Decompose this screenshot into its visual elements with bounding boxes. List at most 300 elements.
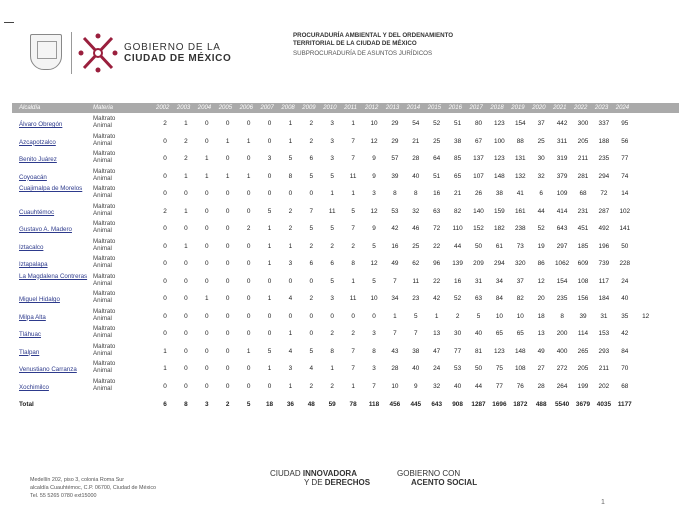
- cell-value: 3: [267, 155, 272, 162]
- total-value: 6: [163, 401, 167, 408]
- cell-value: 272: [556, 365, 568, 372]
- cell-value: 39: [579, 312, 587, 320]
- cell-value: 0: [351, 312, 355, 320]
- cell-value: 64: [433, 155, 441, 162]
- header-year: 2009: [302, 105, 316, 111]
- cell-value: 0: [205, 382, 209, 390]
- cell-value: 77: [621, 155, 629, 162]
- cell-value: 5: [288, 155, 293, 162]
- cell-value: 0: [246, 190, 251, 197]
- cell-value: 1: [351, 382, 355, 390]
- cell-value: 1: [288, 120, 293, 127]
- cell-value: 40: [621, 295, 629, 302]
- cell-value: 5: [330, 277, 334, 285]
- alcaldia-name[interactable]: La Magdalena Contreras: [19, 272, 88, 280]
- cell-value: 185: [577, 242, 589, 250]
- cell-value: 85: [454, 155, 462, 162]
- cell-value: 4: [288, 295, 293, 302]
- alcaldia-name[interactable]: Azcapotzalco: [19, 138, 56, 146]
- cell-value: 100: [494, 137, 505, 145]
- cell-value: 40: [412, 365, 420, 372]
- cell-value: 1: [267, 365, 272, 372]
- cell-value: 2: [309, 295, 314, 302]
- cell-value: 32: [433, 382, 441, 390]
- cell-value: 10: [495, 312, 503, 320]
- cell-value: 10: [370, 120, 378, 127]
- table-row: [12, 376, 679, 394]
- header-year: 2018: [490, 105, 504, 111]
- cell-value: 238: [514, 225, 526, 232]
- total-value: 1177: [617, 401, 632, 408]
- cell-value: 8: [288, 172, 293, 180]
- table-header: [12, 103, 679, 113]
- cell-value: 67: [474, 137, 483, 145]
- slogan-innovadora: [270, 469, 370, 487]
- cell-value: 0: [225, 365, 230, 372]
- alcaldia-name[interactable]: Cuajimalpa de Morelos: [19, 185, 83, 192]
- cell-value: 108: [577, 277, 589, 285]
- total-value: 1872: [513, 401, 528, 408]
- header-year: 2004: [197, 105, 212, 111]
- total-value: 8: [184, 401, 188, 408]
- coat-of-arms-icon: [30, 34, 62, 70]
- cell-value: 5: [351, 207, 355, 215]
- cell-value: 5: [330, 172, 334, 180]
- cell-value: 0: [246, 277, 251, 285]
- slogan1-part-c: Y DE: [304, 478, 325, 487]
- cell-value: 0: [163, 225, 167, 232]
- cell-value: 196: [598, 242, 610, 250]
- cell-value: 11: [412, 277, 420, 285]
- cell-value: 0: [246, 120, 251, 127]
- total-value: 3679: [575, 401, 591, 408]
- cell-value: 6: [309, 155, 314, 162]
- cell-value: 3: [288, 260, 293, 267]
- cell-value: 35: [621, 312, 629, 320]
- cell-value: 12: [370, 137, 378, 145]
- cell-value: 0: [309, 277, 314, 285]
- alcaldia-name[interactable]: Miguel Hidalgo: [19, 296, 60, 303]
- materia-label: Maltrato Animal: [93, 237, 116, 252]
- cell-value: 319: [556, 155, 568, 162]
- cell-value: 0: [246, 155, 251, 162]
- cell-value: 7: [414, 330, 418, 337]
- cell-value: 1: [246, 137, 251, 145]
- cell-value: 81: [474, 347, 483, 355]
- header-year: 2015: [427, 105, 442, 111]
- cell-value: 52: [433, 120, 441, 127]
- header-divider: [71, 32, 72, 74]
- cell-value: 141: [619, 225, 631, 232]
- materia-label: Maltrato Animal: [93, 255, 116, 269]
- total-value: 5540: [554, 401, 570, 408]
- cell-value: 75: [495, 365, 503, 372]
- cell-value: 0: [205, 242, 209, 250]
- cell-value: 131: [514, 155, 526, 162]
- cell-value: 0: [225, 155, 230, 162]
- cell-value: 27: [537, 365, 545, 372]
- cell-value: 293: [598, 347, 610, 355]
- cell-value: 80: [474, 120, 483, 127]
- alcaldia-name[interactable]: Benito Juárez: [19, 156, 57, 163]
- cell-value: 0: [372, 312, 376, 320]
- cell-value: 1: [351, 120, 355, 127]
- address-line-3: Tel. 55 5265 0780 ext15000: [30, 493, 97, 499]
- header-year: 2019: [511, 105, 525, 111]
- materia-label: Maltrato Animal: [93, 325, 116, 339]
- materia-label: Maltrato Animal: [93, 377, 116, 392]
- cell-value: 1: [225, 172, 230, 180]
- cell-value: 0: [184, 225, 188, 232]
- cell-value: 7: [351, 225, 355, 232]
- cell-value: 50: [474, 242, 483, 250]
- cell-value: 148: [494, 172, 505, 180]
- cell-value: 8: [414, 190, 418, 197]
- cell-value: 37: [516, 277, 524, 285]
- cell-value: 137: [473, 155, 484, 162]
- cell-value: 0: [330, 312, 334, 320]
- cell-value: 8: [351, 260, 355, 267]
- cell-value: 1: [267, 260, 272, 267]
- cell-value: 739: [598, 260, 610, 267]
- alcaldia-name[interactable]: Venustiano Carranza: [19, 366, 77, 373]
- cell-value: 0: [163, 330, 167, 337]
- cell-value: 1: [288, 330, 293, 337]
- cell-value: 0: [225, 330, 230, 337]
- cell-value: 320: [514, 260, 526, 267]
- cell-value: 5: [330, 225, 334, 232]
- alcaldia-name[interactable]: Tláhuac: [19, 331, 42, 338]
- cell-value: 199: [577, 382, 589, 390]
- cell-value: 0: [163, 242, 167, 250]
- cell-value: 57: [391, 155, 399, 162]
- government-name: [124, 42, 231, 64]
- cell-value: 451: [577, 225, 589, 232]
- cell-value: 294: [598, 172, 610, 180]
- cell-value: 1: [351, 190, 355, 197]
- cell-value: 65: [454, 172, 462, 180]
- cell-value: 1: [163, 365, 167, 372]
- cell-value: 1: [225, 137, 230, 145]
- cell-value: 228: [619, 260, 631, 267]
- cell-value: 281: [577, 172, 589, 180]
- cell-value: 1: [184, 120, 188, 127]
- cell-value: 0: [267, 190, 272, 197]
- cell-value: 40: [412, 172, 420, 180]
- cell-value: 29: [391, 120, 399, 127]
- cell-value: 72: [433, 225, 441, 232]
- cell-value: 2: [330, 382, 334, 390]
- cell-value: 2: [246, 225, 251, 232]
- total-value: 4035: [596, 401, 611, 408]
- alcaldia-name[interactable]: Iztacalco: [19, 243, 44, 251]
- cell-value: 1: [184, 207, 188, 215]
- cell-value: 109: [556, 190, 568, 197]
- alcaldia-name[interactable]: Xochimilco: [19, 383, 49, 391]
- cell-value: 84: [495, 295, 503, 302]
- header-year: 2016: [448, 105, 462, 111]
- cell-value: 2: [184, 155, 188, 162]
- address-line-1: Medellín 202, piso 3, colonia Roma Sur: [30, 477, 125, 483]
- cell-value: 51: [433, 172, 441, 180]
- cell-value: 0: [309, 190, 314, 197]
- cell-value: 0: [267, 172, 272, 180]
- cell-value: 5: [267, 207, 272, 215]
- cell-value: 0: [246, 242, 251, 250]
- cell-value: 414: [556, 207, 568, 215]
- total-value: 18: [265, 401, 274, 408]
- alcaldia-name[interactable]: Iztapalapa: [19, 261, 48, 268]
- cell-value: 2: [288, 225, 293, 232]
- total-value: 488: [535, 401, 547, 408]
- cell-value: 0: [225, 207, 230, 215]
- table-row: [12, 358, 679, 376]
- alcaldia-name[interactable]: Tlalpan: [19, 348, 40, 356]
- cell-value: 1: [163, 347, 167, 355]
- cell-value: 40: [454, 382, 462, 390]
- cell-value: 1: [330, 365, 334, 372]
- cell-value: 4: [288, 347, 293, 355]
- materia-label: Maltrato Animal: [93, 360, 116, 374]
- cell-value: 82: [516, 295, 524, 302]
- cell-value: 0: [205, 330, 209, 337]
- cell-value: 0: [205, 120, 209, 127]
- cell-value: 1: [267, 295, 272, 302]
- cell-value: 154: [514, 120, 526, 127]
- cell-value: 154: [556, 277, 568, 285]
- cell-value: 140: [473, 207, 484, 215]
- cell-value: 0: [225, 190, 230, 197]
- cell-value: 9: [414, 382, 418, 390]
- cell-value: 3: [288, 365, 293, 372]
- cell-value: 7: [351, 365, 355, 372]
- header-year: 2007: [260, 105, 274, 111]
- cell-value: 1: [288, 137, 293, 145]
- alcaldia-name[interactable]: Cuauhtémoc: [19, 208, 55, 216]
- cell-value: 0: [246, 365, 251, 372]
- cell-value: 51: [454, 120, 462, 127]
- cell-value: 9: [372, 225, 376, 232]
- cell-value: 2: [184, 137, 188, 145]
- cell-value: 123: [494, 120, 505, 127]
- cell-value: 44: [454, 242, 462, 250]
- alcaldia-name[interactable]: Gustavo A. Madero: [19, 226, 72, 233]
- cell-value: 264: [556, 382, 568, 390]
- cell-value: 0: [205, 207, 209, 215]
- total-value: 456: [389, 401, 401, 408]
- cell-value: 38: [412, 347, 420, 355]
- cell-value: 20: [537, 295, 545, 302]
- header-year: 2023: [594, 105, 609, 111]
- cell-value: 2: [309, 137, 314, 145]
- cell-value: 202: [598, 382, 610, 390]
- cell-value: 47: [433, 347, 441, 355]
- cell-value: 110: [452, 225, 463, 232]
- slogan1-part-b: INNOVADORA: [302, 469, 357, 478]
- cell-value: 1: [330, 190, 334, 197]
- total-label: Total: [19, 401, 34, 408]
- cell-value: 3: [372, 190, 376, 197]
- cell-value: 0: [225, 347, 230, 355]
- cell-value: 211: [598, 365, 609, 372]
- cell-value: 148: [514, 347, 526, 355]
- cell-value: 1: [434, 312, 439, 320]
- cell-value: 205: [577, 365, 589, 372]
- header-year: 2014: [406, 105, 421, 111]
- alcaldia-name[interactable]: Álvaro Obregón: [19, 121, 63, 128]
- cell-value: 0: [288, 312, 293, 320]
- cell-value: 0: [205, 225, 209, 232]
- cell-value: 0: [267, 277, 272, 285]
- cell-value: 1062: [554, 260, 570, 267]
- cell-value: 88: [516, 137, 524, 145]
- slogan1-part-a: CIUDAD: [270, 469, 303, 478]
- cell-value: 1: [288, 382, 293, 390]
- cell-value: 8: [330, 347, 334, 355]
- cell-value: 1: [184, 172, 188, 180]
- cell-value: 643: [556, 225, 568, 232]
- header-year: 2020: [532, 105, 546, 111]
- alcaldia-name[interactable]: Milpa Alta: [19, 313, 46, 321]
- materia-label: Maltrato Animal: [93, 132, 116, 147]
- cell-value: 0: [184, 277, 188, 285]
- cell-value: 0: [309, 330, 314, 337]
- cell-value: 235: [598, 155, 610, 162]
- cell-value: 3: [330, 295, 334, 302]
- gov-line-2: CIUDAD DE MÉXICO: [124, 53, 232, 64]
- cell-value: 42: [433, 295, 441, 302]
- cell-value: 10: [391, 382, 399, 390]
- cell-value: 44: [537, 207, 545, 215]
- cell-value: 42: [391, 225, 399, 232]
- cell-value: 1: [267, 242, 272, 250]
- cell-value: 156: [577, 295, 589, 302]
- cell-value: 41: [516, 190, 524, 197]
- cell-value: 1: [393, 312, 397, 320]
- table-row: [12, 148, 679, 166]
- cell-value: 0: [163, 260, 167, 267]
- total-value: 5: [246, 401, 251, 408]
- cell-value: 32: [412, 207, 420, 215]
- cell-value: 0: [225, 295, 230, 302]
- cell-value: 30: [537, 155, 545, 162]
- total-value: 1696: [492, 401, 507, 408]
- cell-value: 28: [537, 382, 545, 390]
- cell-value: 2: [330, 330, 334, 337]
- cell-value: 0: [184, 312, 188, 320]
- cell-value: 161: [514, 207, 526, 215]
- cell-value: 8: [393, 190, 397, 197]
- cell-value: 2: [309, 120, 314, 127]
- cell-value: 0: [184, 330, 188, 337]
- cell-value: 1: [246, 347, 251, 355]
- cell-value: 1: [267, 225, 272, 232]
- total-value: 48: [307, 401, 315, 408]
- cell-value: 0: [267, 382, 272, 390]
- cell-value: 2: [309, 382, 314, 390]
- cell-value: 22: [433, 242, 441, 250]
- cell-value: 16: [433, 190, 441, 197]
- header-year: 2013: [385, 105, 400, 111]
- cell-value: 152: [473, 225, 484, 232]
- cell-value: 1: [205, 172, 209, 180]
- total-value: 643: [431, 401, 443, 408]
- cell-value: 40: [474, 330, 483, 337]
- cell-value: 205: [577, 137, 589, 145]
- header-alcaldia: Alcaldía: [19, 105, 41, 111]
- cell-value: 0: [163, 137, 167, 145]
- cell-value: 0: [225, 312, 230, 320]
- total-row: [12, 393, 679, 411]
- cell-value: 10: [370, 295, 378, 302]
- cell-value: 6: [309, 260, 314, 267]
- cell-value: 7: [309, 207, 314, 215]
- total-value: 78: [349, 401, 357, 408]
- cell-value: 0: [288, 277, 293, 285]
- cell-value: 102: [619, 207, 631, 215]
- cell-value: 300: [577, 120, 589, 127]
- cell-value: 44: [474, 382, 483, 390]
- cell-value: 38: [495, 190, 503, 197]
- table-row: [12, 166, 679, 184]
- cell-value: 76: [516, 382, 524, 390]
- cell-value: 182: [494, 225, 505, 232]
- cell-value: 73: [516, 242, 524, 250]
- table-row: [12, 271, 679, 289]
- cell-value: 50: [621, 242, 629, 250]
- cell-value: 32: [537, 172, 545, 180]
- cell-value: 287: [598, 207, 610, 215]
- cell-value: 2: [351, 242, 355, 250]
- cell-value: 12: [370, 260, 378, 267]
- cell-value: 139: [452, 260, 463, 267]
- complaints-table: [12, 103, 679, 411]
- table-row: [12, 288, 679, 306]
- cell-value: 117: [598, 277, 609, 285]
- cell-value: 379: [556, 172, 568, 180]
- cell-value: 95: [621, 120, 629, 127]
- cell-value: 5: [309, 347, 314, 355]
- header-year: 2011: [344, 105, 357, 111]
- cell-value: 82: [454, 207, 462, 215]
- cell-value: 34: [495, 277, 503, 285]
- cell-value: 0: [246, 260, 251, 267]
- cell-value: 56: [621, 137, 629, 145]
- cell-value: 53: [454, 365, 462, 372]
- cell-value: 311: [557, 137, 568, 145]
- cell-value: 7: [351, 155, 355, 162]
- cell-value: 12: [642, 312, 650, 320]
- table-row: [12, 218, 679, 236]
- cell-value: 1: [288, 242, 293, 250]
- cell-value: 13: [537, 330, 545, 337]
- cell-value: 0: [163, 312, 167, 320]
- cell-value: 63: [474, 295, 483, 302]
- cell-value: 16: [454, 277, 462, 285]
- agency-subline: SUBPROCURADURÍA DE ASUNTOS JURÍDICOS: [293, 50, 433, 57]
- cell-value: 43: [391, 347, 399, 355]
- cell-value: 34: [391, 295, 399, 302]
- materia-label: Maltrato Animal: [93, 115, 116, 129]
- cell-value: 0: [246, 382, 251, 390]
- alcaldia-name[interactable]: Coyoacán: [19, 173, 47, 181]
- cell-value: 0: [246, 312, 251, 320]
- cell-value: 31: [600, 312, 608, 320]
- cell-value: 0: [288, 190, 293, 197]
- cell-value: 159: [494, 207, 505, 215]
- cell-value: 25: [433, 137, 441, 145]
- cell-value: 0: [246, 295, 251, 302]
